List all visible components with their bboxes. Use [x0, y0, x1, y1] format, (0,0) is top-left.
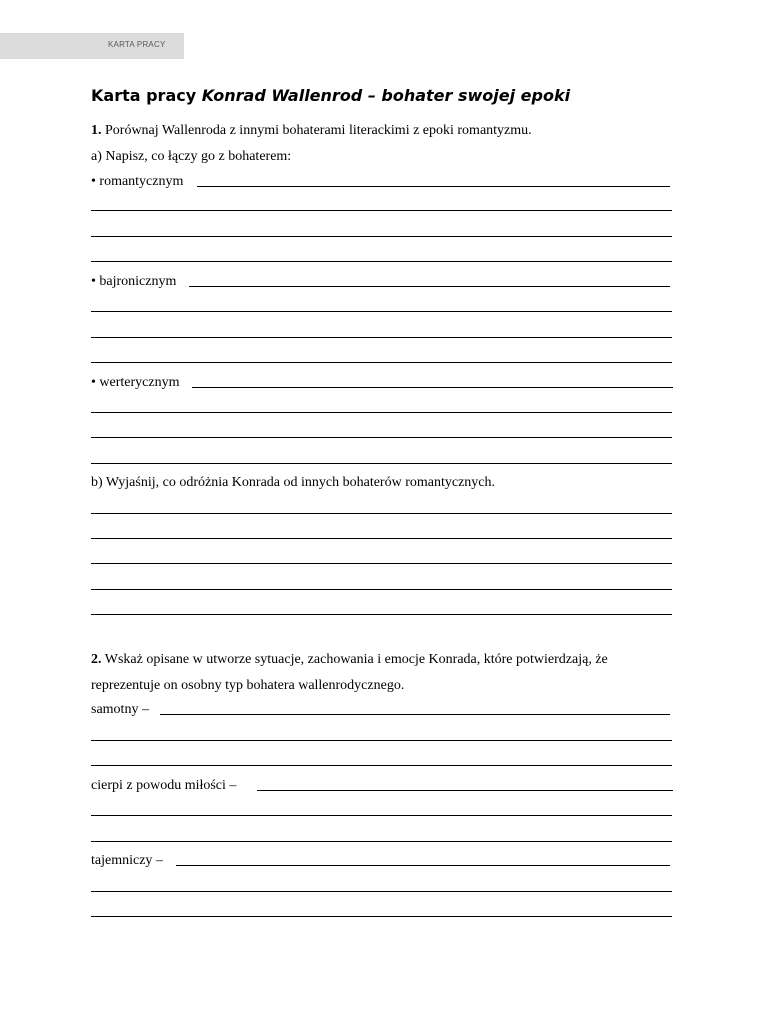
task1-part-a: a) Napisz, co łączy go z bohaterem:: [91, 149, 292, 164]
answer-line[interactable]: [91, 841, 672, 842]
answer-line[interactable]: [160, 714, 670, 715]
page-title: [91, 86, 570, 105]
answer-line[interactable]: [197, 186, 670, 187]
answer-line[interactable]: [91, 891, 672, 892]
task1-instruction: [91, 122, 532, 140]
answer-line[interactable]: [176, 865, 670, 866]
answer-line[interactable]: [91, 614, 672, 615]
header-tab-label: KARTA PRACY: [108, 40, 166, 49]
task2-instruction: [91, 651, 608, 669]
label-romantic: • romantycznym: [91, 174, 184, 189]
answer-line[interactable]: [91, 362, 672, 363]
answer-line[interactable]: [91, 311, 672, 312]
answer-line[interactable]: [91, 765, 672, 766]
label-love: cierpi z powodu miłości –: [91, 778, 237, 793]
answer-line[interactable]: [91, 538, 672, 539]
task2-text-line2: reprezentuje on osobny typ bohatera wallenrodycznego.: [91, 678, 405, 693]
answer-line[interactable]: [91, 513, 672, 514]
task1-text: Porównaj Wallenroda z innymi bohaterami literackimi z epoki romantyzmu.: [101, 123, 532, 138]
answer-line[interactable]: [189, 286, 670, 287]
answer-line[interactable]: [257, 790, 673, 791]
title-italic: Konrad Wallenrod – bohater swojej epoki: [201, 86, 571, 105]
answer-line[interactable]: [91, 916, 672, 917]
answer-line[interactable]: [91, 463, 672, 464]
task2-number: 2.: [91, 652, 102, 667]
label-lonely: samotny –: [91, 702, 149, 717]
answer-line[interactable]: [91, 236, 672, 237]
label-werther: • werterycznym: [91, 375, 180, 390]
label-mysterious: tajemniczy –: [91, 853, 163, 868]
answer-line[interactable]: [91, 815, 672, 816]
answer-line[interactable]: [91, 589, 672, 590]
answer-line[interactable]: [91, 412, 672, 413]
label-byronic: • bajronicznym: [91, 274, 177, 289]
task2-text-line1: Wskaż opisane w utworze sytuacje, zachowania i emocje Konrada, które potwierdzają, że: [101, 652, 608, 667]
answer-line[interactable]: [91, 337, 672, 338]
answer-line[interactable]: [91, 437, 672, 438]
title-prefix: Karta pracy: [91, 86, 202, 105]
answer-line[interactable]: [192, 387, 673, 388]
header-tab: [0, 33, 184, 59]
task1-number: 1.: [91, 123, 102, 138]
task1-part-b: b) Wyjaśnij, co odróżnia Konrada od innych bohaterów romantycznych.: [91, 475, 495, 490]
answer-line[interactable]: [91, 261, 672, 262]
answer-line[interactable]: [91, 740, 672, 741]
answer-line[interactable]: [91, 563, 672, 564]
answer-line[interactable]: [91, 210, 672, 211]
